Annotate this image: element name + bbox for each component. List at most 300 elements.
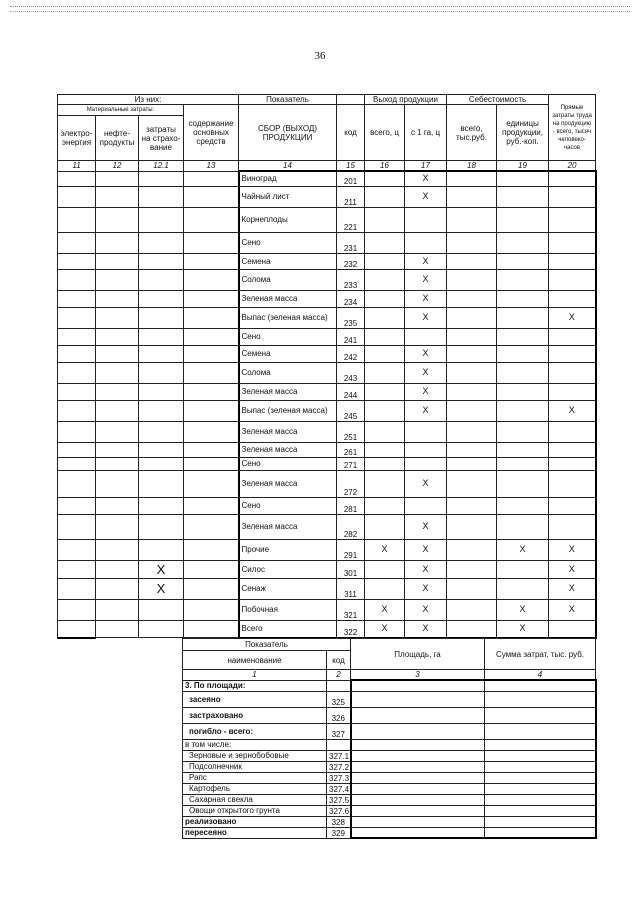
area-row-code: 327.4 (327, 783, 351, 794)
cell-col-3 (184, 578, 239, 599)
area-row-code: 327.1 (327, 750, 351, 761)
s1ga-header: с 1 га, ц (405, 105, 447, 161)
cell-col-8 (447, 578, 497, 599)
cell-col-8 (447, 421, 497, 442)
cell-col-2 (139, 457, 184, 470)
table-row (58, 328, 596, 345)
cell-col-3 (184, 560, 239, 578)
cell-col-2 (139, 253, 184, 269)
cell-col-1 (96, 328, 139, 345)
cell-col-1 (96, 207, 139, 232)
cell-col-9 (497, 345, 549, 362)
cell-col-7 (405, 457, 447, 470)
area-row-name: Подсолнечник (183, 761, 327, 772)
area-value (351, 761, 485, 772)
cell-col-1 (96, 290, 139, 307)
table-row (58, 207, 596, 232)
cell-col-2 (139, 421, 184, 442)
cell-col-10: X (549, 400, 596, 421)
area-row-name: 3. По площади: (183, 680, 327, 691)
cell-col-3 (184, 599, 239, 620)
cell-col-9 (497, 421, 549, 442)
table-row (58, 383, 596, 400)
cell-col-8 (447, 457, 497, 470)
cell-col-3 (184, 442, 239, 457)
cell-col-10 (549, 442, 596, 457)
cell-col-9 (497, 232, 549, 253)
area-row-code: 327 (327, 723, 351, 739)
cell-col-9 (497, 362, 549, 383)
cell-col-0 (58, 290, 96, 307)
cell-col-10: X (549, 599, 596, 620)
area-row-code: 326 (327, 707, 351, 723)
table-row (58, 400, 596, 421)
cell-col-2 (139, 207, 184, 232)
cell-col-9 (497, 442, 549, 457)
sebest-header: Себестоимость (447, 95, 549, 105)
cell-col-8 (447, 269, 497, 290)
cell-col-0 (58, 328, 96, 345)
cell-col-6 (365, 457, 405, 470)
area-row (183, 761, 596, 772)
row-name: Силос (239, 560, 337, 578)
cell-col-1 (96, 578, 139, 599)
cell-col-2: X (139, 578, 184, 599)
table-row (58, 457, 596, 470)
row-code: 301 (337, 560, 365, 578)
cost-value (485, 772, 596, 783)
cell-col-1 (96, 307, 139, 328)
area-value (351, 794, 485, 805)
top-rule (10, 6, 630, 12)
col-number: 12.1 (139, 161, 184, 172)
page-number: 36 (314, 50, 326, 62)
cell-col-8 (447, 620, 497, 638)
cell-col-10 (549, 186, 596, 207)
cost-value (485, 783, 596, 794)
row-code: 241 (337, 328, 365, 345)
area-row-code (327, 739, 351, 750)
cell-col-10: X (549, 307, 596, 328)
cell-col-6 (365, 362, 405, 383)
cell-col-7: X (405, 620, 447, 638)
area-row (183, 723, 596, 739)
mat-zatraty-header: Материальные затраты: (58, 105, 184, 116)
cost-value (485, 761, 596, 772)
area-row-name: засеяно (183, 691, 327, 707)
area-value (351, 805, 485, 816)
row-code: 282 (337, 514, 365, 539)
row-code: 242 (337, 345, 365, 362)
cell-col-8 (447, 253, 497, 269)
area-row-name: Зерновые и зернобобовые (183, 750, 327, 761)
cell-col-2 (139, 328, 184, 345)
cell-col-8 (447, 186, 497, 207)
cell-col-1 (96, 514, 139, 539)
cell-col-1 (96, 442, 139, 457)
vsego-rub-header: всего, тыс.руб. (447, 105, 497, 161)
row-name: Прочие (239, 539, 337, 560)
t2-colnum-1: 1 (183, 670, 327, 681)
area-row (183, 816, 596, 827)
summa-header: Сумма затрат, тыс. руб. (485, 639, 596, 670)
row-code: 235 (337, 307, 365, 328)
cell-col-8 (447, 497, 497, 514)
cell-col-7: X (405, 269, 447, 290)
cell-col-8 (447, 362, 497, 383)
table-row (58, 599, 596, 620)
cell-col-3 (184, 400, 239, 421)
cell-col-6 (365, 253, 405, 269)
cell-col-8 (447, 599, 497, 620)
area-row-name: застраховано (183, 707, 327, 723)
cell-col-10 (549, 232, 596, 253)
area-row-code: 325 (327, 691, 351, 707)
row-name: Всего (239, 620, 337, 638)
pokazatel-header: Показатель (239, 95, 337, 105)
table-row (58, 269, 596, 290)
table-row (58, 539, 596, 560)
col-number: 16 (365, 161, 405, 172)
cell-col-7: X (405, 578, 447, 599)
cell-col-1 (96, 345, 139, 362)
cell-col-0 (58, 514, 96, 539)
area-row (183, 707, 596, 723)
row-code: 291 (337, 539, 365, 560)
row-code: 233 (337, 269, 365, 290)
cell-col-0 (58, 232, 96, 253)
row-name: Зеленая масса (239, 290, 337, 307)
cell-col-6 (365, 345, 405, 362)
cell-col-2 (139, 345, 184, 362)
cell-col-0 (58, 599, 96, 620)
cell-col-2 (139, 171, 184, 186)
cell-col-8 (447, 307, 497, 328)
col-number: 14 (239, 161, 337, 172)
cell-col-2 (139, 362, 184, 383)
row-code: 311 (337, 578, 365, 599)
edinicy-header: единицы продукции, руб.-коп. (497, 105, 549, 161)
cell-col-6 (365, 328, 405, 345)
cell-col-9: X (497, 620, 549, 638)
row-code: 232 (337, 253, 365, 269)
cell-col-6 (365, 578, 405, 599)
table-row (58, 307, 596, 328)
t2-pokazatel-header: Показатель (183, 639, 351, 651)
cell-col-3 (184, 269, 239, 290)
cell-col-0 (58, 383, 96, 400)
cell-col-7: X (405, 362, 447, 383)
cell-col-1 (96, 253, 139, 269)
cell-col-10 (549, 290, 596, 307)
cell-col-3 (184, 383, 239, 400)
row-name: Сенаж (239, 578, 337, 599)
elektro-header: электро-энергия (58, 116, 96, 161)
cell-col-9 (497, 269, 549, 290)
cell-col-3 (184, 620, 239, 638)
area-row-code: 327.3 (327, 772, 351, 783)
cell-col-3 (184, 457, 239, 470)
cell-col-6: X (365, 539, 405, 560)
area-row (183, 827, 596, 838)
cell-col-7: X (405, 290, 447, 307)
cell-col-0 (58, 345, 96, 362)
col-number: 20 (549, 161, 596, 172)
cell-col-0 (58, 442, 96, 457)
area-table-body (183, 680, 596, 838)
row-code: 243 (337, 362, 365, 383)
row-code: 244 (337, 383, 365, 400)
cell-col-0 (58, 421, 96, 442)
col-number: 18 (447, 161, 497, 172)
area-row (183, 772, 596, 783)
cell-col-6 (365, 269, 405, 290)
cell-col-2 (139, 497, 184, 514)
cell-col-0 (58, 560, 96, 578)
cell-col-8 (447, 539, 497, 560)
col-number: 17 (405, 161, 447, 172)
area-row-code: 327.5 (327, 794, 351, 805)
cell-col-9 (497, 290, 549, 307)
cell-col-6 (365, 470, 405, 497)
row-name: Зеленая масса (239, 421, 337, 442)
row-code: 251 (337, 421, 365, 442)
cell-col-0 (58, 253, 96, 269)
cell-col-0 (58, 362, 96, 383)
cell-col-1 (96, 383, 139, 400)
cell-col-2 (139, 232, 184, 253)
cell-col-10 (549, 269, 596, 290)
row-name: Виноград (239, 171, 337, 186)
row-name: Зеленая масса (239, 514, 337, 539)
cell-col-8 (447, 290, 497, 307)
cell-col-10: X (549, 578, 596, 599)
cell-col-6 (365, 307, 405, 328)
cell-col-6 (365, 171, 405, 186)
area-row-code: 327.6 (327, 805, 351, 816)
cost-value (485, 794, 596, 805)
row-code: 321 (337, 599, 365, 620)
row-code: 201 (337, 171, 365, 186)
area-value (351, 772, 485, 783)
table-row (58, 345, 596, 362)
cell-col-6 (365, 400, 405, 421)
cell-col-1 (96, 232, 139, 253)
cell-col-9: X (497, 599, 549, 620)
column-numbers-row (58, 161, 596, 172)
row-name: Семена (239, 345, 337, 362)
area-row (183, 680, 596, 691)
cell-col-10 (549, 207, 596, 232)
cell-col-8 (447, 560, 497, 578)
cell-col-2 (139, 307, 184, 328)
cost-value (485, 805, 596, 816)
cell-col-2 (139, 290, 184, 307)
cell-col-0 (58, 207, 96, 232)
table-row (58, 560, 596, 578)
area-value (351, 680, 485, 691)
cell-col-2 (139, 186, 184, 207)
cell-col-6 (365, 497, 405, 514)
cell-col-1 (96, 400, 139, 421)
cell-col-6: X (365, 599, 405, 620)
t2-colnum-4: 4 (485, 670, 596, 681)
cell-col-0 (58, 171, 96, 186)
cell-col-9 (497, 560, 549, 578)
sbor-header: СБОР (ВЫХОД) ПРОДУКЦИИ (239, 105, 337, 161)
row-name: Выпас (зеленая масса) (239, 307, 337, 328)
row-code: 271 (337, 457, 365, 470)
cell-col-3 (184, 307, 239, 328)
cell-col-6: X (365, 620, 405, 638)
cell-col-7: X (405, 560, 447, 578)
row-code: 281 (337, 497, 365, 514)
cell-col-0 (58, 186, 96, 207)
cell-col-1 (96, 269, 139, 290)
col-number: 15 (337, 161, 365, 172)
ploshad-header: Площадь, га (351, 639, 485, 670)
col-number: 12 (96, 161, 139, 172)
cell-col-8 (447, 470, 497, 497)
cost-value (485, 723, 596, 739)
area-row-code: 328 (327, 816, 351, 827)
table-row (58, 470, 596, 497)
cell-col-0 (58, 269, 96, 290)
table-row (58, 578, 596, 599)
naimenovanie-header: наименование (183, 651, 327, 670)
row-code: 234 (337, 290, 365, 307)
row-name: Сено (239, 232, 337, 253)
cell-col-1 (96, 186, 139, 207)
iz-nih-header: Из них: (58, 95, 239, 105)
cell-col-8 (447, 171, 497, 186)
cell-col-3 (184, 253, 239, 269)
cell-col-9 (497, 578, 549, 599)
cell-col-7: X (405, 539, 447, 560)
area-row-code (327, 680, 351, 691)
cell-col-7: X (405, 253, 447, 269)
cell-col-2 (139, 383, 184, 400)
cost-value (485, 680, 596, 691)
cell-col-0 (58, 457, 96, 470)
area-row-name: пересеяно (183, 827, 327, 838)
cell-col-2 (139, 514, 184, 539)
row-name: Сено (239, 328, 337, 345)
cell-col-8 (447, 514, 497, 539)
cell-col-7 (405, 232, 447, 253)
cell-col-10 (549, 328, 596, 345)
area-value (351, 739, 485, 750)
cell-col-1 (96, 457, 139, 470)
cell-col-3 (184, 345, 239, 362)
cell-col-2 (139, 620, 184, 638)
col-number: 19 (497, 161, 549, 172)
cell-col-3 (184, 186, 239, 207)
cell-col-8 (447, 328, 497, 345)
area-row-name: погибло - всего: (183, 723, 327, 739)
cell-col-1 (96, 599, 139, 620)
area-row-name: в том числе: (183, 739, 327, 750)
cell-col-2 (139, 269, 184, 290)
t2-colnum-2: 2 (327, 670, 351, 681)
kod-header: код (337, 105, 365, 161)
cell-col-9 (497, 400, 549, 421)
cell-col-0 (58, 470, 96, 497)
cell-col-7 (405, 421, 447, 442)
table-row (58, 620, 596, 638)
cell-col-10 (549, 383, 596, 400)
row-code: 245 (337, 400, 365, 421)
cell-col-9 (497, 328, 549, 345)
area-value (351, 691, 485, 707)
strah-header: затраты на страхо-вание (139, 116, 184, 161)
table-row (58, 186, 596, 207)
table-row (58, 290, 596, 307)
cell-col-3 (184, 362, 239, 383)
area-row (183, 750, 596, 761)
area-table (182, 638, 597, 839)
cell-col-1 (96, 421, 139, 442)
cell-col-6 (365, 514, 405, 539)
cell-col-0 (58, 620, 96, 638)
main-table-body (58, 171, 596, 638)
area-value (351, 783, 485, 794)
area-row-name: Овощи открытого грунта (183, 805, 327, 816)
cost-value (485, 827, 596, 838)
vyhod-header: Выход продукции (365, 95, 447, 105)
row-name: Корнеплоды (239, 207, 337, 232)
row-name: Выпас (зеленая масса) (239, 400, 337, 421)
row-name: Зеленая масса (239, 442, 337, 457)
area-row (183, 783, 596, 794)
cell-col-7: X (405, 400, 447, 421)
cell-col-6 (365, 421, 405, 442)
cell-col-3 (184, 470, 239, 497)
pryamye-header: Прямые затраты труда на продукцию - всего, тысяч человеко-часов (549, 95, 596, 161)
cell-col-7: X (405, 307, 447, 328)
nefte-header: нефте-продукты (96, 116, 139, 161)
cell-col-6 (365, 560, 405, 578)
cell-col-3 (184, 207, 239, 232)
cell-col-7 (405, 497, 447, 514)
row-name: Зеленая масса (239, 383, 337, 400)
cell-col-6 (365, 383, 405, 400)
cell-col-6 (365, 207, 405, 232)
row-code: 221 (337, 207, 365, 232)
area-row (183, 739, 596, 750)
cell-col-7: X (405, 171, 447, 186)
cell-col-2 (139, 400, 184, 421)
cell-col-10 (549, 457, 596, 470)
row-code: 231 (337, 232, 365, 253)
cell-col-10 (549, 421, 596, 442)
cell-col-10 (549, 620, 596, 638)
area-row-code: 329 (327, 827, 351, 838)
cell-col-6 (365, 442, 405, 457)
cell-col-2 (139, 599, 184, 620)
production-table (57, 94, 597, 639)
cell-col-7 (405, 442, 447, 457)
area-row-name: Сахарная свекла (183, 794, 327, 805)
row-code: 322 (337, 620, 365, 638)
cell-col-8 (447, 345, 497, 362)
cost-value (485, 750, 596, 761)
area-row-name: реализовано (183, 816, 327, 827)
cell-col-3 (184, 171, 239, 186)
cell-col-1 (96, 470, 139, 497)
cell-col-8 (447, 232, 497, 253)
row-name: Чайный лист (239, 186, 337, 207)
